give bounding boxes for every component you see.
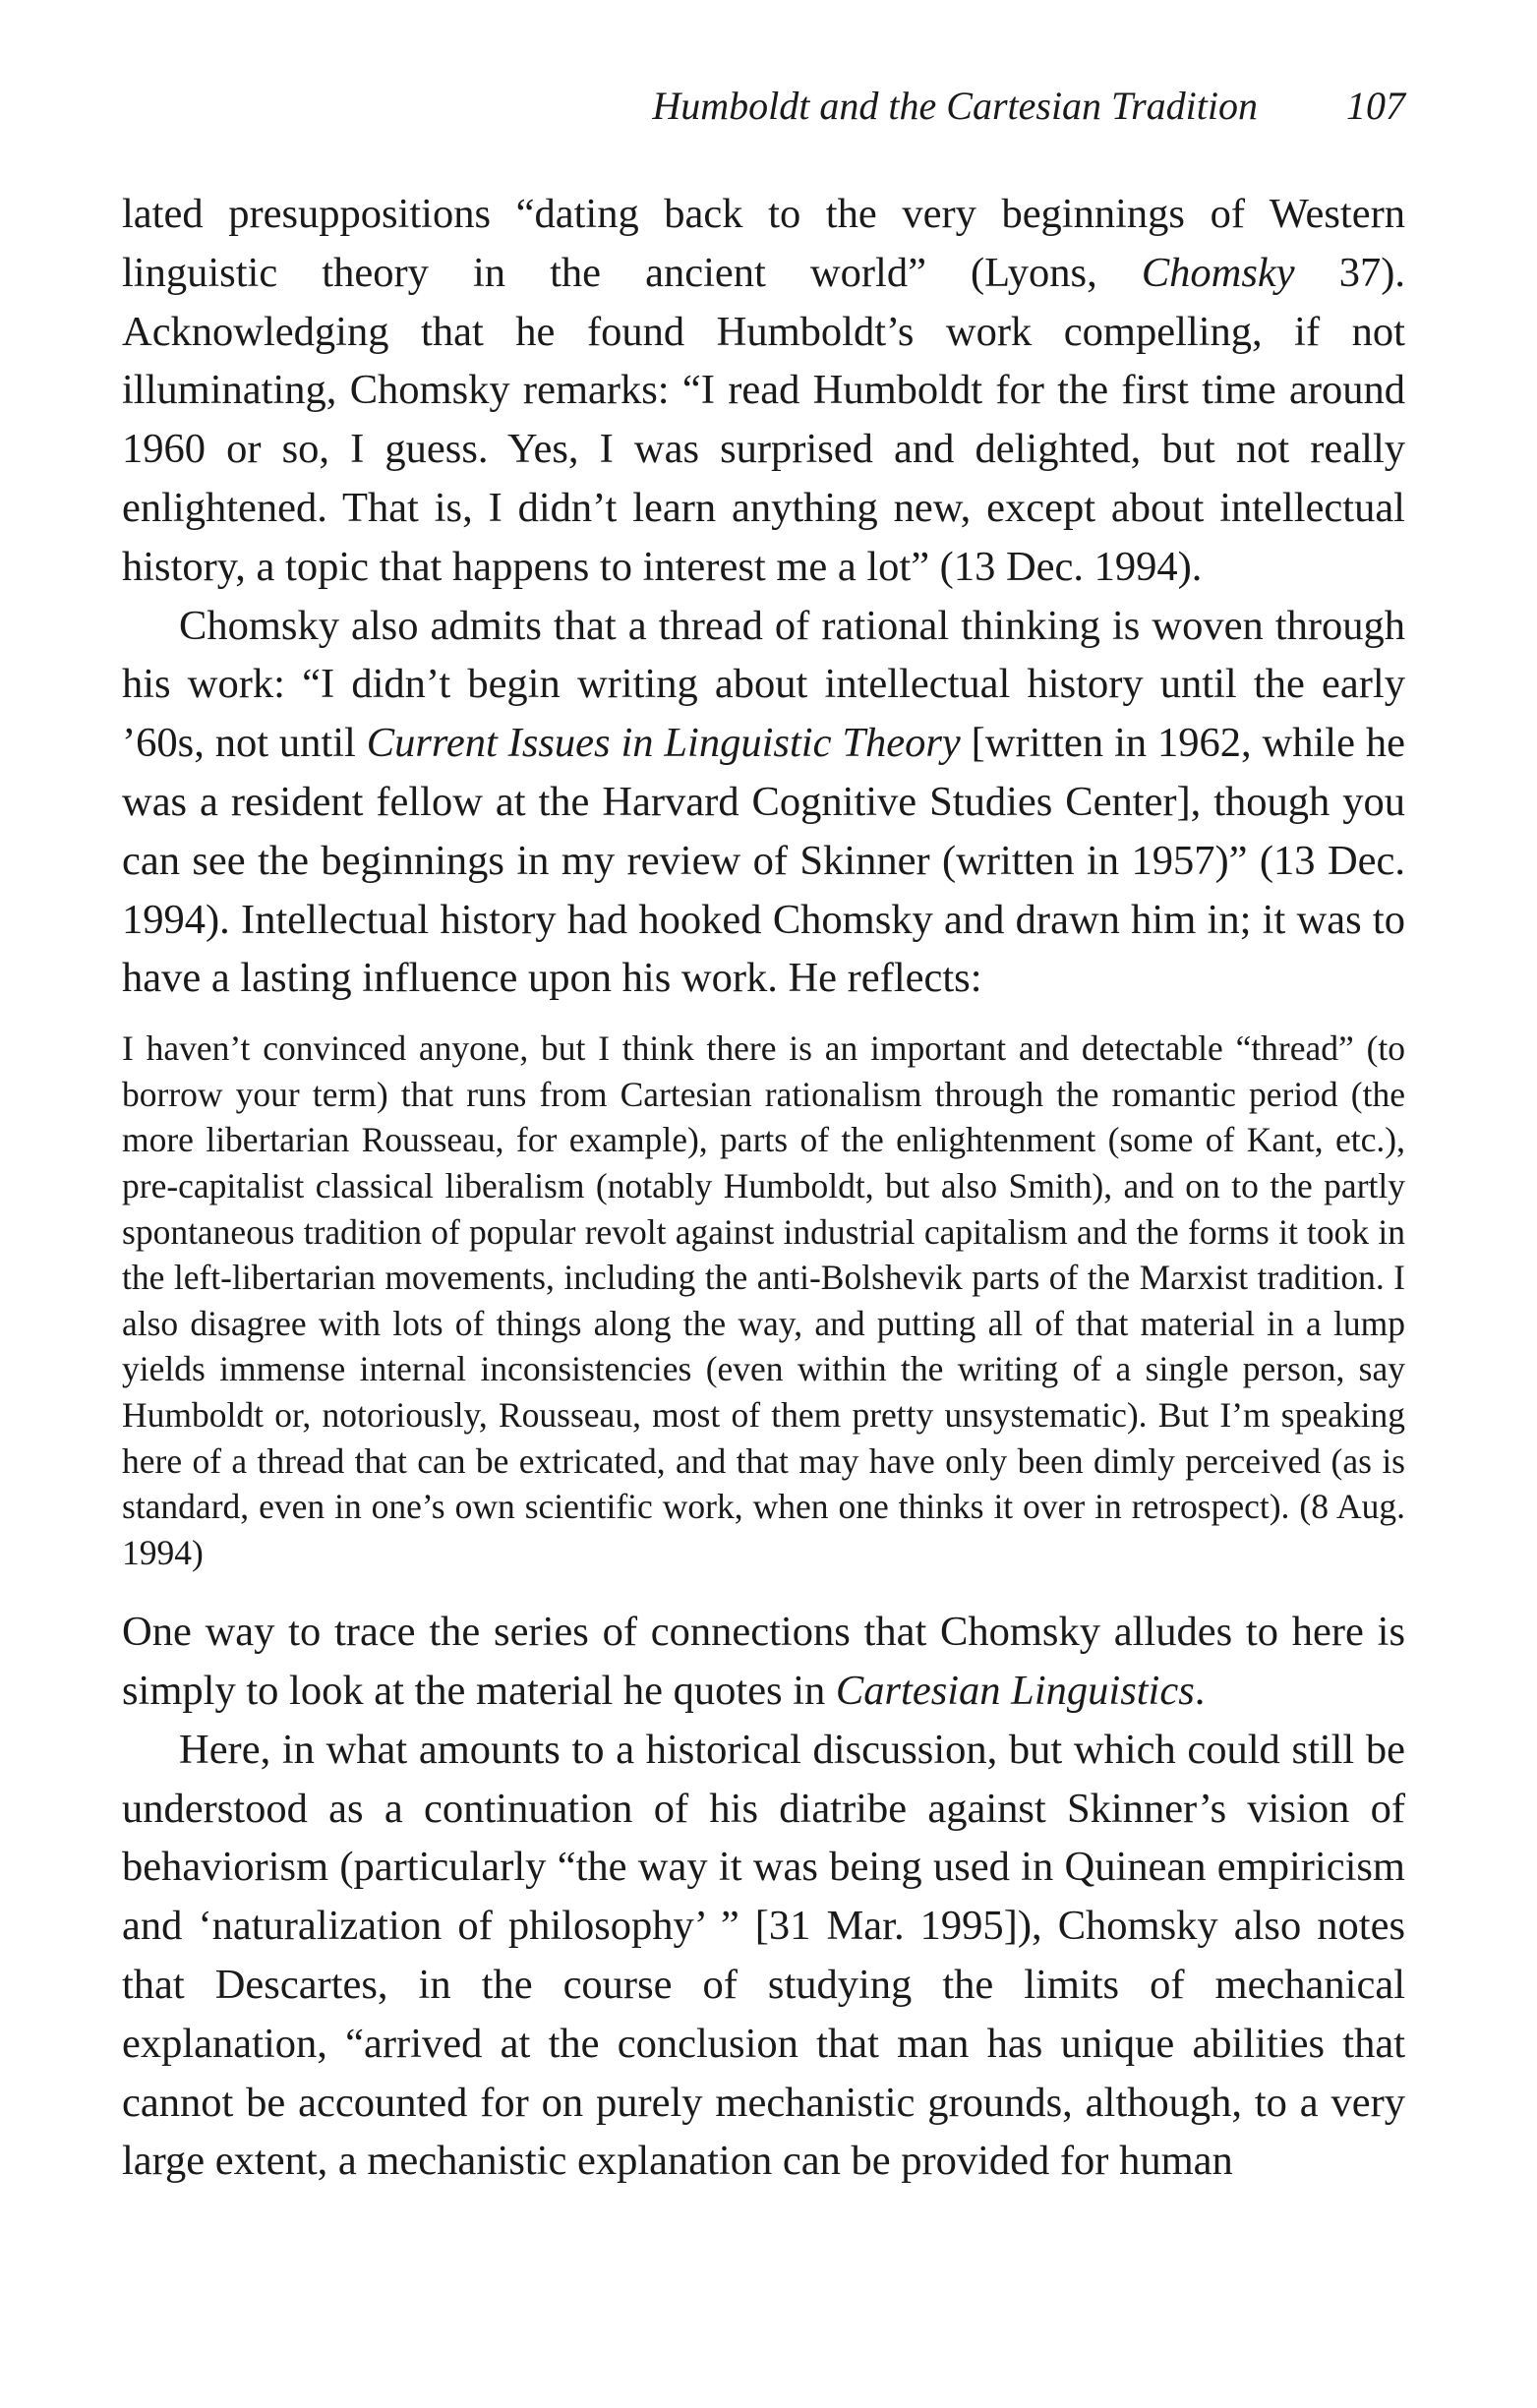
paragraph-3-text-a: One way to trace the series of connections that Chomsky alludes to here is simply to look at the material he quotes in	[122, 1609, 1405, 1715]
running-header	[122, 83, 1405, 138]
page-number: 107	[1346, 84, 1405, 128]
book-title-cartesian-linguistics: Cartesian Linguistics	[835, 1668, 1195, 1715]
citation-title-chomsky: Chomsky	[1141, 249, 1295, 296]
paragraph-1-text-a: lated presuppositions “dating back to the very beginnings of Western linguistic theory in the ancient world” (Lyons,	[122, 191, 1405, 296]
block-quote: I haven’t convinced anyone, but I think there is an important and detectable “thread” (to borrow your term) that runs from Cartesian rationalism through the romantic period (the more libertarian Rousseau, for example), parts of the enlightenment (some of Kant, etc.), pre-capitalist classical liberalism (notably Humboldt, but also Smith), and on to the partly spontaneous tradition of popular revolt against industrial capitalism and the forms it took in the left-libertarian movements, including the anti-Bolshevik parts of the Marxist tradition. I also disagree with lots of things along the way, and putting all of that material in a lump yields immense internal inconsistencies (even within the writing of a single person, say Humboldt or, notoriously, Rousseau, most of them pretty unsystematic). But I’m speaking here of a thread that can be extricated, and that may have only been dimly perceived (as is standard, even in one’s own scientific work, when one thinks it over in retrospect). (8 Aug. 1994)	[122, 1028, 1405, 1572]
paragraph-2-text-a: Chomsky also admits that a thread of rational thinking is woven through his work: “I didn’t begin writing about intellectual history until the early ’60s, not until	[122, 602, 1405, 767]
paragraph-3-text-b: .	[1194, 1668, 1206, 1715]
book-title-current-issues: Current Issues in Linguistic Theory	[366, 720, 961, 767]
paragraph-2	[122, 597, 1405, 1009]
running-head-title: Humboldt and the Cartesian Tradition	[652, 84, 1258, 128]
body-text	[122, 185, 1405, 2191]
paragraph-1	[122, 185, 1405, 597]
paragraph-4: Here, in what amounts to a historical discussion, but which could still be understood as a continuation of his diatribe against Skinner’s vision of behaviorism (particularly “the way it was being used in Quinean empiricism and ‘naturalization of philosophy’ ” [31 Mar. 1995]), Chomsky also notes that Descartes, in the course of studying the limits of mechanical explanation, “arrived at the conclusion that man has unique abilities that cannot be accounted for on purely mechanistic grounds, although, to a very large extent, a mechanistic explanation can be provided for human	[122, 1726, 1405, 2185]
paragraph-2-text-b: [written in 1962, while he was a resident fellow at the Harvard Cognitive Studies Center], though you can see the beginnings in my review of Skinner (written in 1957)” (13 Dec. 1994). Intellectual history had hooked Chomsky and drawn him in; it was to have a lasting influence upon his work. He reflects:	[122, 720, 1405, 1002]
paragraph-1-text-b: 37). Acknowledging that he found Humboldt’s work compelling, if not illuminating, Chomsky remarks: “I read Humboldt for the first time around 1960 or so, I guess. Yes, I was surprised and delighted, but not really enlightened. That is, I didn’t learn anything new, except about intellectual history, a topic that happens to interest me a lot” (13 Dec. 1994).	[122, 249, 1405, 590]
paragraph-3	[122, 1603, 1405, 1721]
